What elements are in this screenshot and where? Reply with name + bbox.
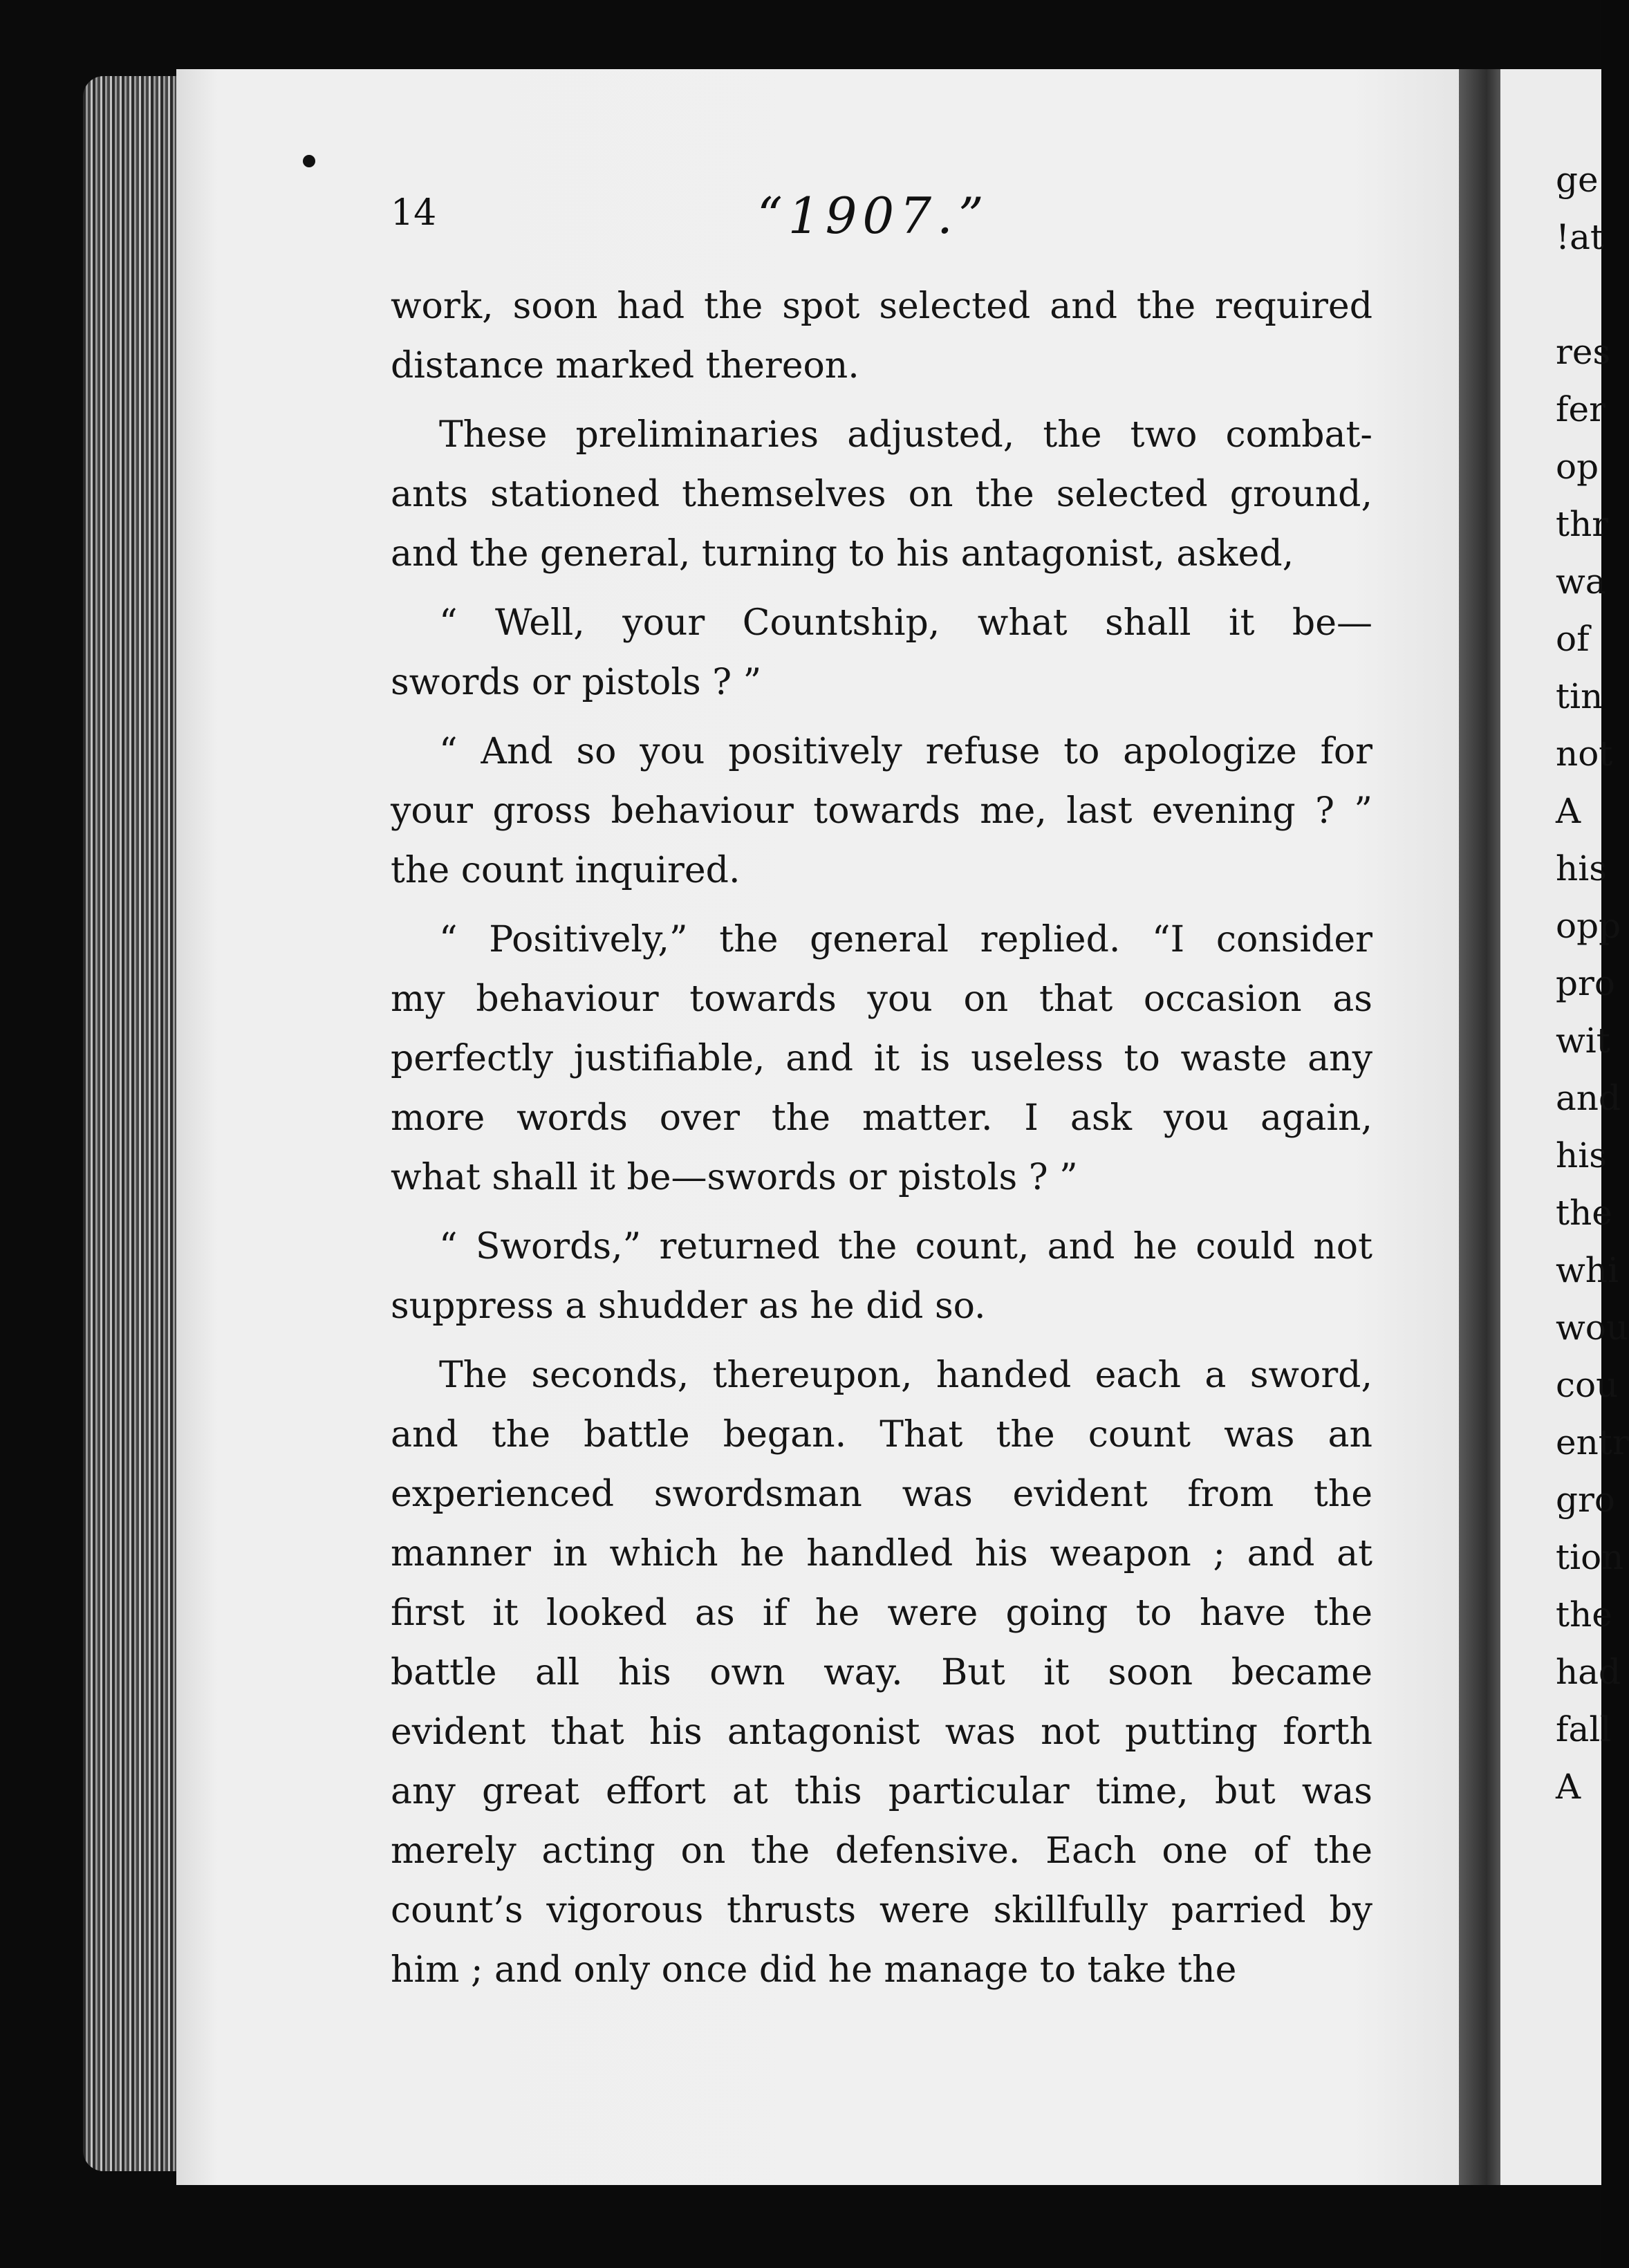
facing-page-line: wit bbox=[1556, 1021, 1610, 1061]
text-line: battle all his own way. But it soon became bbox=[391, 1652, 1372, 1693]
text-line: manner in which he handled his weapon ; and at bbox=[391, 1533, 1372, 1574]
facing-page-line: thr bbox=[1556, 504, 1609, 544]
running-title: “1907.” bbox=[757, 187, 989, 245]
facing-page-line: entr bbox=[1556, 1422, 1629, 1462]
facing-page-line: op bbox=[1556, 447, 1599, 487]
text-line: experienced swordsman was evident from the bbox=[391, 1474, 1372, 1515]
facing-page-line: and bbox=[1556, 1078, 1621, 1118]
text-line: The seconds, thereupon, handed each a sword, bbox=[439, 1355, 1372, 1396]
text-line: “ Positively,” the general replied. “I consider bbox=[439, 919, 1372, 960]
text-line: first it looked as if he were going to have the bbox=[391, 1592, 1372, 1634]
facing-page-line: tion bbox=[1556, 1537, 1624, 1577]
facing-page-line: fall bbox=[1556, 1709, 1612, 1749]
facing-page-line: tin bbox=[1556, 676, 1603, 716]
facing-page bbox=[1500, 69, 1629, 2185]
text-line: and the general, turning to his antagonist, asked, bbox=[391, 533, 1294, 575]
page-body-text bbox=[391, 277, 1372, 2000]
text-line: “ Well, your Countship, what shall it be— bbox=[439, 602, 1372, 644]
facing-page-line: wa bbox=[1556, 561, 1606, 602]
ink-spot bbox=[303, 155, 315, 167]
text-line: more words over the matter. I ask you again, bbox=[391, 1097, 1372, 1139]
facing-page-line: whi bbox=[1556, 1250, 1619, 1290]
text-line: what shall it be—swords or pistols ? ” bbox=[391, 1157, 1078, 1198]
facing-page-line: the bbox=[1556, 1595, 1612, 1635]
book-gutter bbox=[1459, 69, 1500, 2185]
text-line: count’s vigorous thrusts were skillfully parried by bbox=[391, 1890, 1372, 1931]
text-line: my behaviour towards you on that occasion as bbox=[391, 978, 1372, 1020]
text-line: suppress a shudder as he did so. bbox=[391, 1285, 986, 1327]
facing-page-line: A bbox=[1556, 791, 1581, 831]
facing-page-line: opp bbox=[1556, 906, 1621, 946]
facing-page-line: the bbox=[1556, 1193, 1612, 1233]
facing-page-line: his bbox=[1556, 848, 1607, 889]
text-line: These preliminaries adjusted, the two combat- bbox=[439, 414, 1372, 456]
text-line: the count inquired. bbox=[391, 850, 741, 891]
facing-page-line: not bbox=[1556, 734, 1613, 774]
facing-page-line: wou bbox=[1556, 1308, 1629, 1348]
facing-page-line: ge bbox=[1556, 160, 1599, 200]
text-line: swords or pistols ? ” bbox=[391, 662, 762, 703]
facing-page-line: pro bbox=[1556, 963, 1616, 1003]
page-header bbox=[391, 187, 1372, 245]
facing-page-line: had bbox=[1556, 1652, 1621, 1692]
text-line: any great effort at this particular time, but was bbox=[391, 1771, 1372, 1812]
facing-page-line: A bbox=[1556, 1767, 1581, 1807]
text-line: “ Swords,” returned the count, and he could not bbox=[439, 1226, 1372, 1267]
text-line: evident that his antagonist was not putting forth bbox=[391, 1711, 1372, 1753]
text-line: ants stationed themselves on the selected ground, bbox=[391, 474, 1372, 515]
facing-page-line: !at bbox=[1556, 217, 1604, 257]
book-page-edges bbox=[83, 76, 187, 2171]
page-number: 14 bbox=[391, 192, 437, 234]
facing-page-line: fer bbox=[1556, 389, 1605, 429]
text-line: your gross behaviour towards me, last evening ? ” bbox=[391, 790, 1372, 832]
facing-page-line: gro bbox=[1556, 1480, 1616, 1520]
facing-page-line: of bbox=[1556, 619, 1590, 659]
facing-page-line: cou bbox=[1556, 1365, 1619, 1405]
text-line: perfectly justifiable, and it is useless to waste any bbox=[391, 1038, 1372, 1079]
text-line: him ; and only once did he manage to take the bbox=[391, 1949, 1237, 1991]
text-line: work, soon had the spot selected and the required bbox=[391, 286, 1372, 327]
text-line: and the battle began. That the count was an bbox=[391, 1414, 1372, 1456]
text-line: “ And so you positively refuse to apologize for bbox=[439, 731, 1372, 772]
text-line: merely acting on the defensive. Each one of the bbox=[391, 1830, 1372, 1872]
text-line: distance marked thereon. bbox=[391, 345, 859, 387]
facing-page-line: res bbox=[1556, 332, 1611, 372]
facing-page-line: his bbox=[1556, 1135, 1607, 1175]
